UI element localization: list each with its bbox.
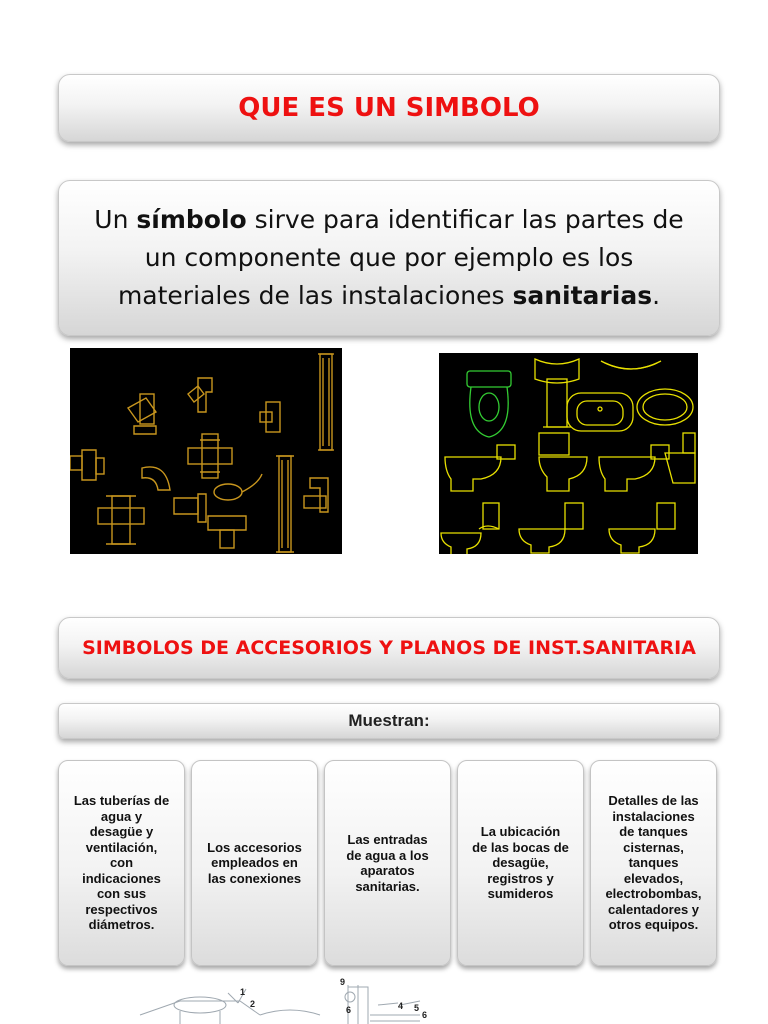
card-ubicacion [457, 760, 584, 966]
plumbing-diagram [120, 975, 450, 1024]
definition-text: Un símbolo sirve para identificar las partes de un componente que por ejemplo es los materiales de las instalaciones sanitarias. [94, 205, 684, 310]
muestran-label: Muestran: [348, 711, 430, 730]
card-tuberias [58, 760, 185, 966]
title-banner [58, 74, 720, 142]
page-title: QUE ES UN SIMBOLO [238, 93, 540, 123]
diagram-label: 6 [346, 1005, 352, 1015]
card-entradas [324, 760, 451, 966]
diagram-label: 6 [422, 1010, 428, 1020]
diagram-label: 2 [250, 999, 256, 1009]
diagram-label: 9 [340, 977, 346, 987]
muestran-header [58, 703, 720, 739]
card-accesorios [191, 760, 318, 966]
diagram-label: 5 [414, 1003, 420, 1013]
card-detalles [590, 760, 717, 966]
diagram-label: 1 [240, 987, 246, 997]
card-text: Las entradas de agua a los aparatos sanitarias. [346, 832, 429, 894]
card-text: Los accesorios empleados en las conexiones [207, 839, 302, 886]
sanitary-fixtures-symbols-image [439, 353, 698, 554]
card-text: Las tuberías de agua y desagüe y ventilación, con indicaciones con sus respectivos diámetros. [73, 793, 170, 933]
definition-box [58, 180, 720, 336]
card-text: Detalles de las instalaciones de tanques cisternas, tanques elevados, electrobombas, calentadores y otros equipos. [605, 793, 702, 933]
card-text: La ubicación de las bocas de desagüe, registros y sumideros [472, 824, 569, 902]
pipe-fittings-symbols-image [70, 348, 342, 554]
diagram-label: 4 [398, 1001, 404, 1011]
section-subtitle: SIMBOLOS DE ACCESORIOS Y PLANOS DE INST.SANITARIA [82, 637, 696, 659]
subtitle-banner [58, 617, 720, 679]
